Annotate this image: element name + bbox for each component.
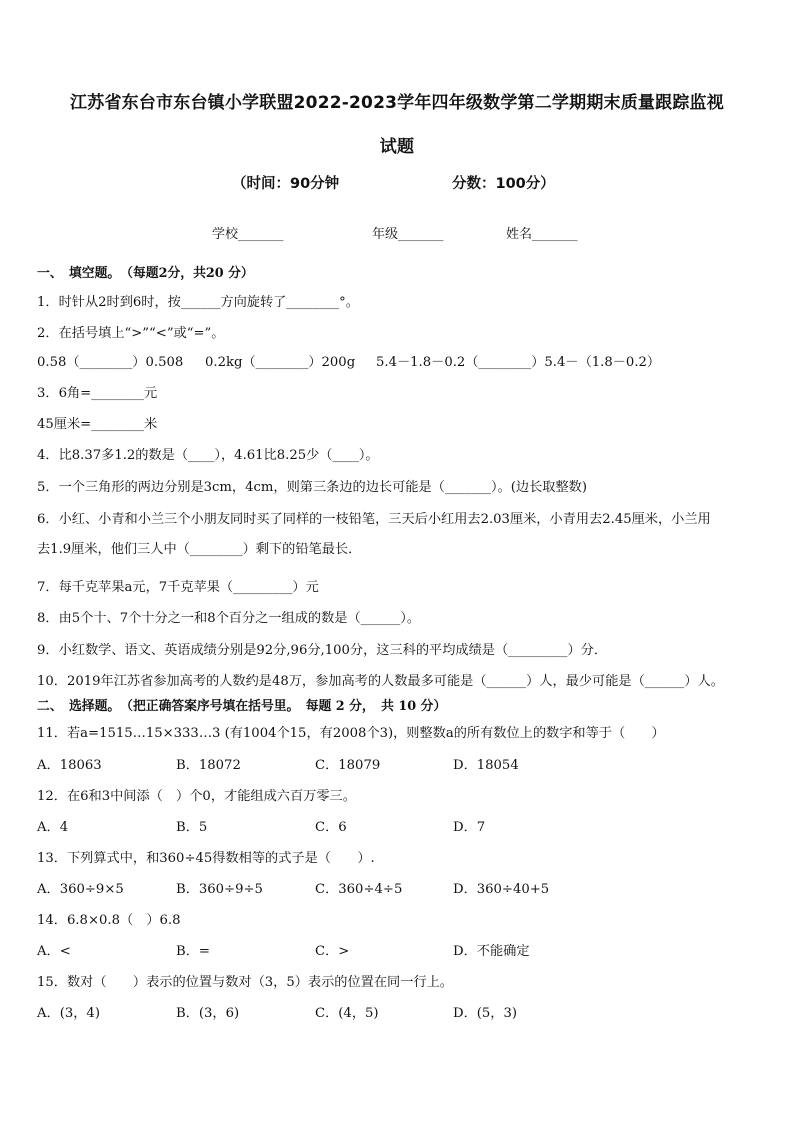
section2-heading: 二、 选择题。 （把正确答案序号填在括号里。 每题 2 分， 共 10 分）	[37, 699, 447, 714]
option-d: D．(5，3)	[453, 1006, 518, 1021]
school-field: 学校_______	[212, 227, 284, 242]
option-b: B．18072	[176, 758, 241, 773]
question-3-part-a: 3．6角=________元	[37, 386, 158, 401]
exam-title-line1: 江苏省东台市东台镇小学联盟2022-2023学年四年级数学第二学期期末质量跟踪监视	[70, 93, 724, 113]
question-2: 2．在括号填上“>”“<”或“=”。	[37, 326, 225, 341]
question-13: 13．下列算式中，和360÷45得数相等的式子是（ ）.	[37, 851, 375, 866]
name-field: 姓名_______	[506, 227, 578, 242]
question-6-line2: 去1.9厘米，他们三人中（________）剩下的铅笔最长．	[37, 542, 362, 557]
question-4: 4．比8.37多1.2的数是（____），4.61比8.25少（____）。	[37, 448, 379, 463]
option-d: D．360÷40+5	[453, 882, 550, 897]
option-d: D．不能确定	[453, 944, 530, 959]
question-15: 15．数对（ ）表示的位置与数对（3，5）表示的位置在同一行上。	[37, 975, 453, 990]
question-11: 11．若a=1515…15×333…3 (有1004个15，有2008个3)，则整数a的所有数位上的数字和等于（ ）	[37, 726, 665, 741]
option-b: B．(3，6)	[176, 1006, 240, 1021]
question-10: 10．2019年江苏省参加高考的人数约是48万，参加高考的人数最多可能是（______）人，最少可能是（______）人。	[37, 674, 724, 689]
option-c: C．6	[315, 820, 347, 835]
option-a: A．<	[37, 944, 71, 959]
grade-field: 年级_______	[372, 227, 444, 242]
option-d: D．7	[453, 820, 486, 835]
question-6-line1: 6．小红、小青和小兰三个小朋友同时买了同样的一枝铅笔，三天后小红用去2.03厘米，小青用去2.45厘米，小兰用	[37, 512, 711, 527]
option-c: C．18079	[315, 758, 381, 773]
question-7: 7．每千克苹果a元，7千克苹果（_________）元	[37, 580, 319, 595]
option-a: A．4	[37, 820, 69, 835]
exam-title-line2: 试题	[379, 137, 415, 157]
question-1: 1．时针从2时到6时，按______方向旋转了________°。	[37, 295, 359, 310]
option-b: B．=	[176, 944, 210, 959]
question-3-part-b: 45厘米=________米	[37, 417, 158, 432]
option-a: A．360÷9×5	[37, 882, 124, 897]
question-2-part-a: 0.58（________）0.508	[37, 355, 184, 370]
question-9: 9．小红数学、语文、英语成绩分别是92分,96分,100分，这三科的平均成绩是（_________）分．	[37, 643, 608, 658]
option-a: A．(3，4)	[37, 1006, 100, 1021]
option-a: A．18063	[37, 758, 102, 773]
section1-heading: 一、 填空题。 （每题2分，共20 分）	[37, 266, 254, 281]
exam-time: （时间：90分钟	[232, 176, 340, 192]
question-14: 14．6.8×0.8（ ）6.8	[37, 913, 181, 928]
option-b: B．5	[176, 820, 208, 835]
question-2-part-c: 5.4－1.8－0.2（________）5.4－（1.8－0.2）	[376, 355, 661, 370]
question-5: 5．一个三角形的两边分别是3cm，4cm，则第三条边的边长可能是（_______）。(边长取整数)	[37, 480, 587, 495]
exam-score: 分数：100分）	[452, 176, 555, 192]
option-c: C．360÷4÷5	[315, 882, 403, 897]
option-c: C．(4，5)	[315, 1006, 379, 1021]
option-c: C．>	[315, 944, 350, 959]
option-d: D．18054	[453, 758, 519, 773]
question-2-part-b: 0.2kg（________）200g	[205, 355, 356, 370]
question-12: 12．在6和3中间添（ ）个0，才能组成六百万零三。	[37, 789, 356, 804]
option-b: B．360÷9÷5	[176, 882, 263, 897]
question-8: 8．由5个十、7个十分之一和8个百分之一组成的数是（______）。	[37, 611, 421, 626]
